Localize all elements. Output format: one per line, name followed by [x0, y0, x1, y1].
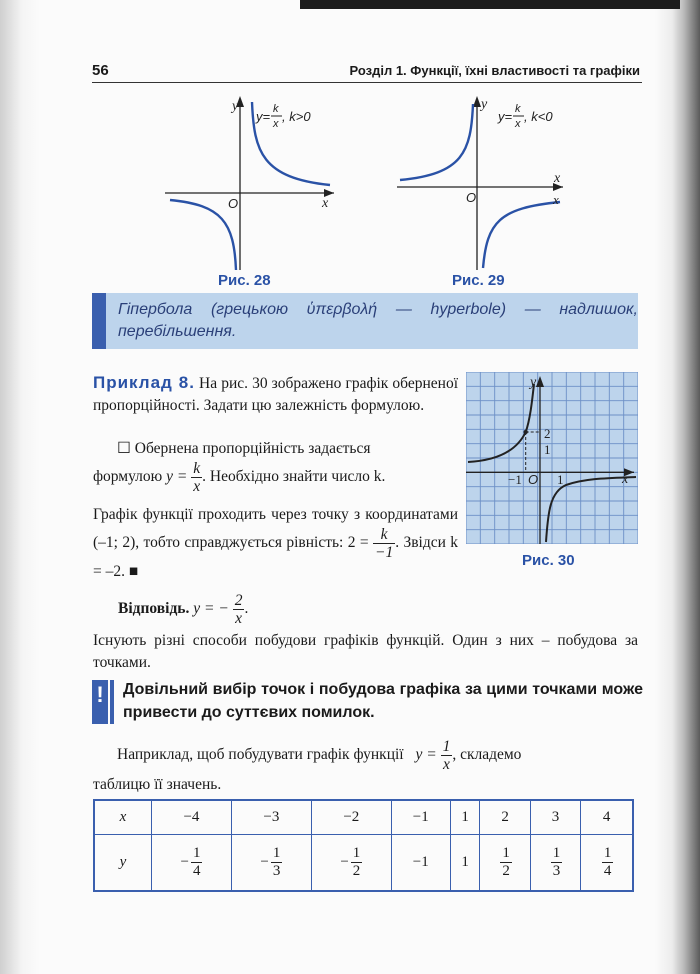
fig29-formula-prefix: y= — [498, 109, 513, 124]
chapter-title: Розділ 1. Функції, їхні властивості та графіки — [349, 63, 640, 78]
table-cell-x: −4 — [152, 800, 232, 835]
table-cell-x: −2 — [311, 800, 391, 835]
fig28-axis-x: x — [322, 196, 329, 211]
figure-29-caption: Рис. 29 — [452, 272, 505, 289]
formula-2-num: k — [373, 526, 395, 544]
fraction-denominator: 4 — [192, 863, 201, 879]
table-cell-y — [581, 835, 633, 892]
fig28-formula-num: k — [273, 103, 279, 115]
table-fraction — [191, 845, 203, 880]
fraction-numerator: 1 — [192, 845, 201, 861]
example-2-text-a: Наприклад, щоб побудувати графік функції — [117, 746, 404, 764]
fraction-denominator: 4 — [603, 863, 612, 879]
table-fraction — [271, 845, 283, 880]
answer-den: x — [235, 610, 242, 627]
table-cell-y — [152, 835, 232, 892]
fig29-formula-num: k — [515, 103, 521, 115]
example-intro-text: На рис. 30 зображено графік оберненої пропорційності. Задати цю залежність формулою. — [93, 375, 459, 414]
fig28-formula-den: x — [273, 118, 279, 130]
fig30-tick-neg1: −1 — [508, 472, 522, 487]
warning-icon: ! — [92, 680, 108, 724]
solution-line-1 — [117, 438, 457, 460]
answer-line — [118, 592, 418, 627]
fig30-tick-1y: 1 — [544, 442, 551, 457]
fraction-denominator: 2 — [352, 863, 361, 879]
solution-line-2 — [93, 460, 463, 495]
fig29-formula-condition: , k<0 — [524, 109, 553, 124]
table-cell-x: 1 — [450, 800, 480, 835]
fig29-axis-y: y — [481, 97, 488, 112]
solution-text-1: Обернена пропорційність задається — [134, 440, 371, 457]
warning-text: Довільний вибір точок і побудова графіка за цими точками може привести до суттєвих помилок. — [123, 681, 643, 721]
fraction-numerator: 1 — [603, 845, 612, 861]
definition-box — [92, 293, 638, 349]
answer-label: Відповідь. — [118, 600, 190, 618]
fig28-formula-condition: , k>0 — [282, 109, 311, 124]
table-cell-y — [480, 835, 530, 892]
table-cell-y — [311, 835, 391, 892]
table-cell-x: 3 — [530, 800, 580, 835]
figure-28-caption: Рис. 28 — [218, 272, 271, 289]
solution-start-square: ☐ — [117, 440, 131, 457]
fraction-sign: − — [340, 853, 349, 870]
formula-1-fraction — [191, 460, 202, 495]
table-fraction — [500, 845, 512, 880]
example-2-line — [117, 738, 642, 773]
table-cell-x: 4 — [581, 800, 633, 835]
table-row-x — [94, 800, 633, 835]
table-row-y — [94, 835, 633, 892]
solution-text-2: формулою — [93, 468, 163, 486]
example-2-formula-prefix: y = — [415, 746, 437, 764]
solution-text-3: . Необхідно знайти число k. — [202, 468, 386, 486]
solution-text-4: Графік функції проходить через точку з координатами (–1; 2), тобто справджується рівність: — [93, 506, 458, 552]
solution-paragraph-2 — [93, 504, 458, 583]
table-row-label-x: x — [94, 800, 152, 835]
fraction-sign: − — [180, 853, 189, 870]
fig28-axis-y: y — [232, 99, 239, 114]
fraction-numerator: 1 — [272, 845, 281, 861]
example-label: Приклад 8. — [93, 373, 195, 392]
answer-end: . — [244, 600, 249, 618]
example-2-fraction — [441, 738, 453, 773]
answer-fraction — [233, 592, 245, 627]
example-2-num: 1 — [442, 738, 451, 755]
example-8-intro — [93, 372, 458, 417]
formula-1-den: x — [193, 478, 201, 495]
answer-prefix: y = − — [193, 600, 229, 618]
page-edge-shadow — [300, 0, 680, 9]
formula-2-fraction — [373, 526, 395, 561]
fig30-tick-1x: 1 — [557, 472, 564, 487]
example-2-text-b: , складемо — [452, 746, 522, 764]
methods-paragraph: Існують різні способи побудови графіків функцій. Один з них – побудова за точками. — [93, 632, 638, 671]
table-cell-y: −1 — [391, 835, 450, 892]
running-header — [92, 62, 640, 82]
table-cell-x: 2 — [480, 800, 530, 835]
fraction-denominator: 2 — [502, 863, 510, 879]
formula-1-prefix: y = — [166, 468, 188, 486]
page-number: 56 — [92, 62, 109, 79]
fraction-denominator: 3 — [552, 863, 561, 879]
fraction-numerator: 1 — [352, 845, 361, 861]
definition-text: Гіпербола (грецькою ὑπερβολή — hyperbole) — надлишок, перебільшення. — [118, 301, 638, 340]
figure-30-caption: Рис. 30 — [522, 552, 575, 569]
fig29-origin: O — [466, 190, 477, 205]
header-rule — [92, 82, 642, 83]
formula-2-prefix: 2 = — [347, 534, 369, 552]
fraction-numerator: 1 — [502, 845, 510, 861]
table-cell-y — [231, 835, 311, 892]
table-cell-x: −1 — [391, 800, 450, 835]
warning-bar — [110, 680, 114, 724]
example-2-den: x — [443, 756, 450, 773]
table-fraction — [602, 845, 614, 880]
solution-text-5: . Звідси k = –2. ■ — [93, 534, 459, 580]
table-cell-x: −3 — [231, 800, 311, 835]
table-fraction — [351, 845, 363, 880]
fig28-formula-prefix: y= — [256, 109, 271, 124]
formula-2-den: −1 — [374, 544, 394, 561]
answer-num: 2 — [234, 592, 243, 609]
fig30-axis-y: y — [530, 375, 537, 390]
figure-29-hyperbola-negative — [395, 92, 575, 272]
example-2-line-2: таблицю її значень. — [93, 776, 222, 793]
formula-1-num: k — [193, 460, 201, 477]
figure-28-hyperbola-positive — [160, 92, 340, 272]
fraction-sign: − — [260, 853, 269, 870]
fig30-tick-2: 2 — [544, 426, 551, 441]
table-cell-y — [530, 835, 580, 892]
values-table — [93, 799, 634, 892]
figure-30-graph-grid — [466, 372, 638, 544]
fig30-origin: O — [528, 472, 539, 487]
table-row-label-y: y — [94, 835, 152, 892]
fig29-axis-x-bottom: x — [553, 192, 559, 207]
fig30-axis-x: x — [622, 472, 629, 487]
fig28-origin: O — [228, 196, 239, 211]
fraction-numerator: 1 — [552, 845, 561, 861]
table-cell-y: 1 — [450, 835, 480, 892]
fig29-axis-x: x — [554, 171, 561, 186]
fig29-formula-den: x — [515, 118, 521, 130]
fraction-denominator: 3 — [272, 863, 281, 879]
table-fraction — [551, 845, 563, 880]
